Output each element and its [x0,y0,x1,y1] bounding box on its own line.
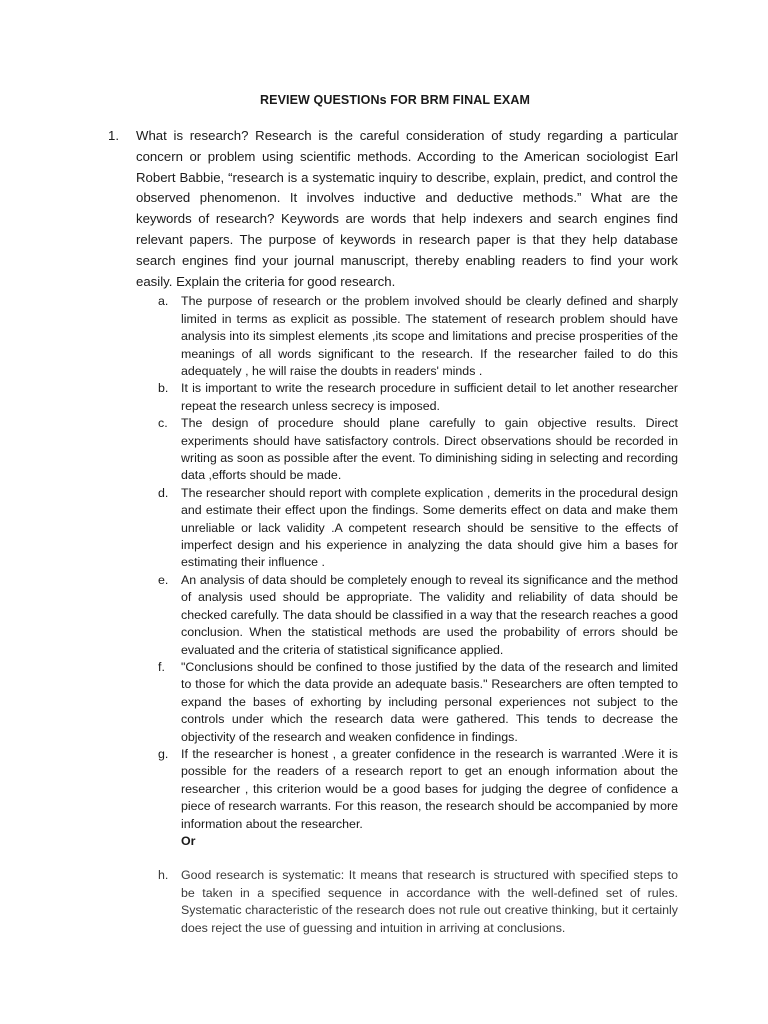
page-title: REVIEW QUESTIONs FOR BRM FINAL EXAM [260,93,530,107]
or-separator: Or [181,833,196,848]
list-item-label: g. [158,746,169,761]
list-item-text: The researcher should report with complete explication , demerits in the procedural design and estimate their effect upon the findings. Some demerits effect on data and make them unreliable or lack validity .A competent research should be sensitive to the effects of imperfect design and his experience in analyzing the data should give him a bases for estimating their influence . [181,485,678,570]
question-number: 1. [108,128,119,143]
list-item-h [157,867,678,937]
list-item-label: b. [158,381,169,396]
list-item-text: "Conclusions should be confined to those justified by the data of the research and limited to those for which the data provide an adequate basis." Researchers are often tempted to expand the bases of exhorting by including personal experiences not subject to the controls under which the research data were gathered. This tends to decrease the objectivity of the research and weaken confidence in findings. [181,659,678,744]
list-item-a [157,293,678,380]
list-item-text: The design of procedure should plane carefully to gain objective results. Direct experiments should have satisfactory controls. Direct observations should be recorded in writing as soon as possible after the event. To diminishing siding in selecting and recording data ,efforts should be made. [181,416,678,483]
list-item-label: c. [158,416,168,431]
list-item-text: Good research is systematic: It means that research is structured with specified steps to be taken in a specified sequence in accordance with the well-defined set of rules. Systematic characteristic of the research does not rule out creative thinking, but it certainly does reject the use of guessing and intuition in arriving at conclusions. [181,868,678,935]
question-text: What is research? Research is the careful consideration of study regarding a particular concern or problem using scientific methods. According to the American sociologist Earl Robert Babbie, “research is a systematic inquiry to describe, explain, predict, and control the observed phenomenon. It involves inductive and deductive methods.” What are the keywords of research? Keywords are words that help indexers and search engines find relevant papers. The purpose of keywords in research paper is that they help database search engines find your journal manuscript, thereby enabling readers to find your work easily. Explain the criteria for good research. [136,128,678,289]
list-item-f [157,659,678,746]
list-item-label: d. [158,485,169,500]
list-item-label: e. [158,572,169,587]
list-item-b [157,380,678,415]
list-item-d [157,485,678,572]
list-item-e [157,572,678,659]
list-item-label: a. [158,294,169,309]
list-item-label: h. [158,868,169,883]
list-item-c [157,415,678,485]
criteria-list [157,293,678,937]
list-item-text: It is important to write the research procedure in sufficient detail to let another researcher repeat the research unless secrecy is imposed. [181,381,678,413]
list-item-label: f. [158,659,165,674]
list-item-text: If the researcher is honest , a greater confidence in the research is warranted .Were it is possible for the readers of a research report to get an enough information about the researcher , this criterion would be a good bases for judging the degree of confidence a piece of research warrants. For this reason, the research should be accompanied by more information about the researcher. [181,746,678,831]
question-1 [108,126,678,937]
list-item-text: An analysis of data should be completely enough to reveal its significance and the method of analysis used should be appropriate. The validity and reliability of data should be checked carefully. The data should be classified in a way that the research reaches a good conclusion. When the statistical methods are used the probability of errors should be evaluated and the criteria of statistical significance applied. [181,572,678,657]
list-item-text: The purpose of research or the problem involved should be clearly defined and sharply limited in terms as explicit as possible. The statement of research problem should have analysis into its simplest elements ,its scope and limitations and precise prosperities of the meanings of all words significant to the research. If the researcher failed to do this adequately , he will raise the doubts in readers' minds . [181,294,678,378]
list-item-g [157,746,678,850]
